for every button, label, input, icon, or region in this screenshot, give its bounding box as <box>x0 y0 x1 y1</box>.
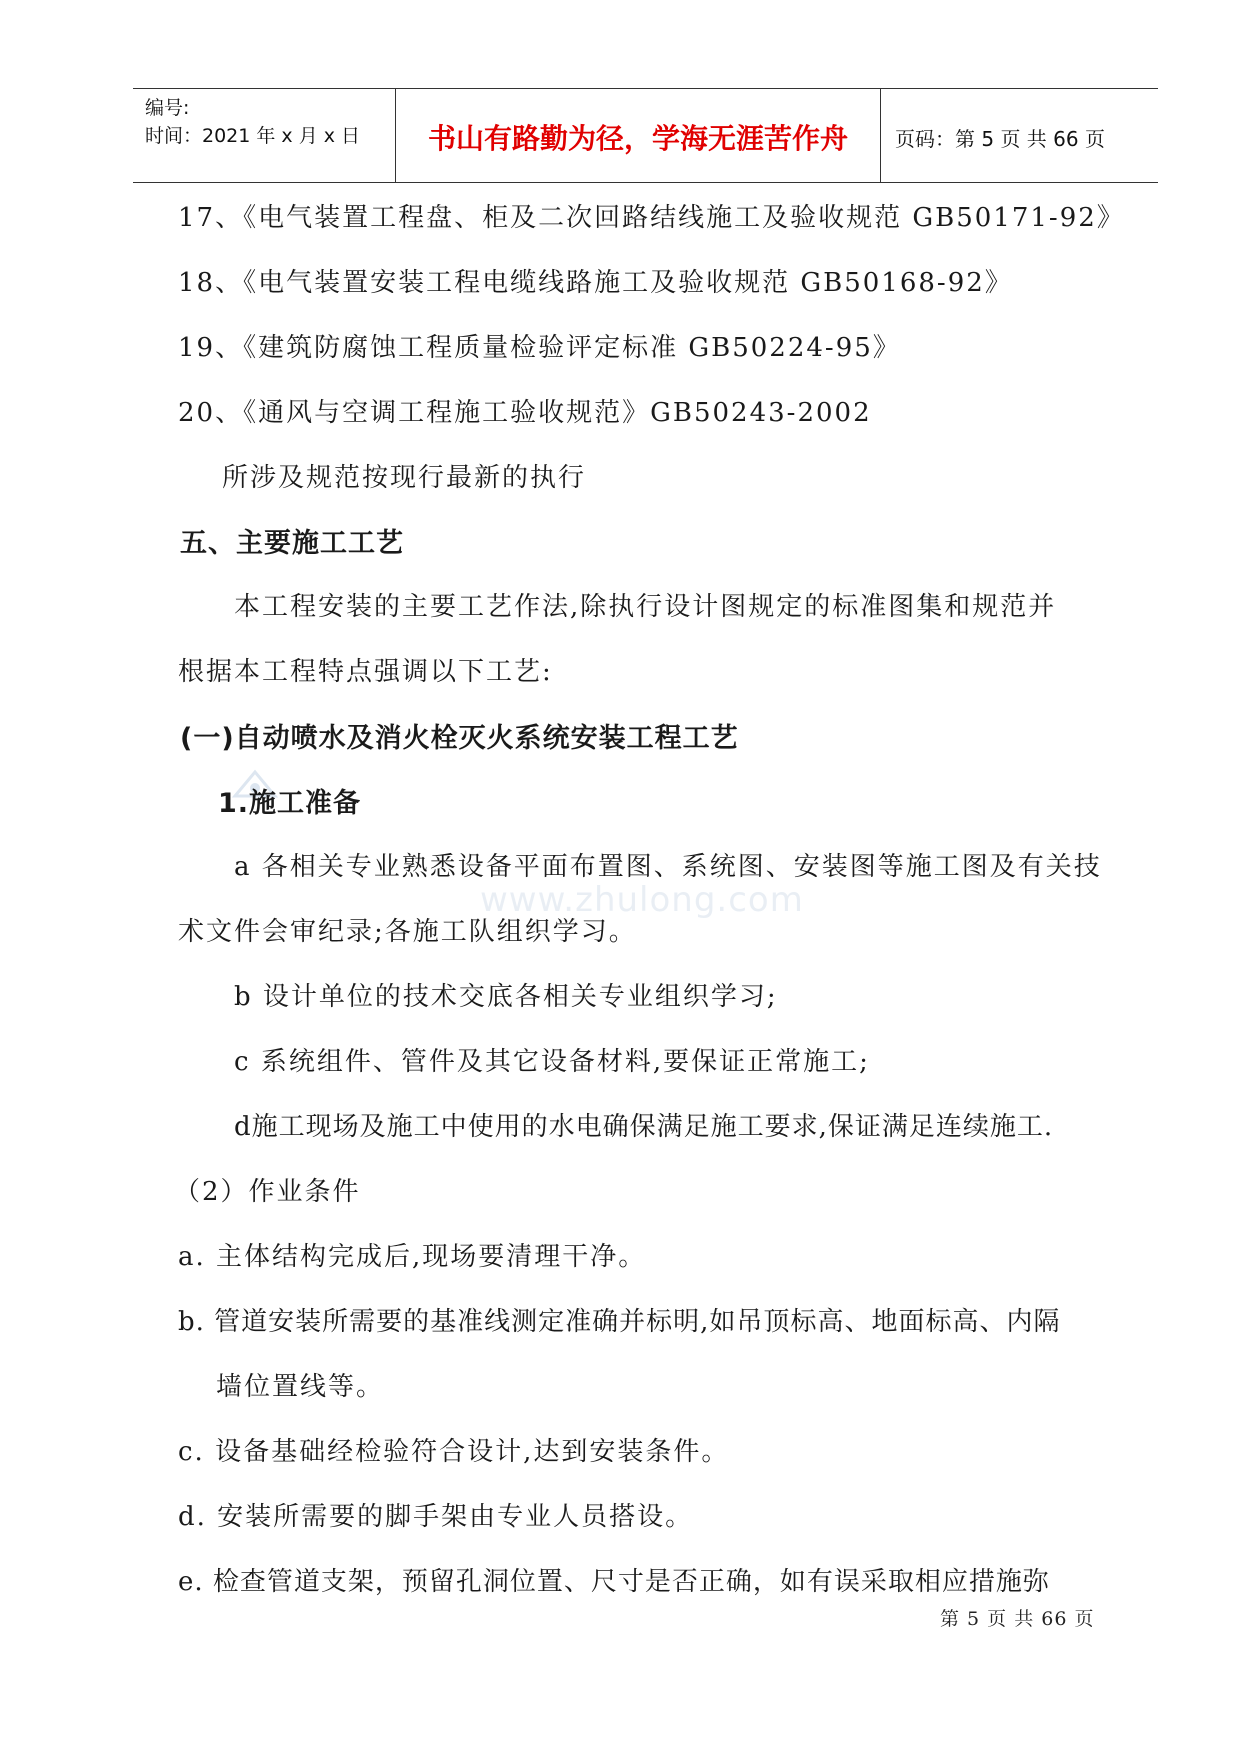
spec-item-17: 17、《电气装置工程盘、柜及二次回路结线施工及验收规范 GB50171-92》 <box>178 203 1125 233</box>
header-meta-cell <box>133 89 395 182</box>
section-heading: 五、主要施工工艺 <box>180 528 404 559</box>
prep-b: b 设计单位的技术交底各相关专业组织学习; <box>234 982 778 1012</box>
page-footer: 第 5 页 共 66 页 <box>940 1608 1095 1630</box>
condition-a: a. 主体结构完成后,现场要清理干净。 <box>178 1242 647 1272</box>
prep-a-line-2: 术文件会审纪录;各施工队组织学习。 <box>178 917 637 947</box>
prep-c: c 系统组件、管件及其它设备材料,要保证正常施工; <box>234 1047 870 1077</box>
spec-note: 所涉及规范按现行最新的执行 <box>222 463 587 493</box>
prep-a-line-1: a 各相关专业熟悉设备平面布置图、系统图、安装图等施工图及有关技 <box>234 852 1102 882</box>
time-label: 时间：2021 年 x 月 x 日 <box>145 125 361 147</box>
item-heading: 1.施工准备 <box>218 788 362 819</box>
header-motto-cell <box>395 89 881 182</box>
condition-d: d. 安装所需要的脚手架由专业人员搭设。 <box>178 1502 694 1532</box>
watermark-text: www.zhulong.com <box>480 880 804 920</box>
intro-paragraph-line-1: 本工程安装的主要工艺作法,除执行设计图规定的标准图集和规范并 <box>234 592 1057 622</box>
subsection-heading: (一)自动喷水及消火栓灭火系统安装工程工艺 <box>180 723 739 754</box>
condition-e: e. 检查管道支架，预留孔洞位置、尺寸是否正确，如有误采取相应措施弥 <box>178 1567 1050 1597</box>
header-page-cell <box>881 89 1158 182</box>
condition-b-line-2: 墙位置线等。 <box>216 1372 385 1402</box>
conditions-heading: （2）作业条件 <box>174 1177 361 1207</box>
spec-item-19: 19、《建筑防腐蚀工程质量检验评定标准 GB50224-95》 <box>178 333 901 363</box>
condition-b-line-1: b. 管道安装所需要的基准线测定准确并标明,如吊顶标高、地面标高、内隔 <box>178 1307 1061 1337</box>
spec-item-20: 20、《通风与空调工程施工验收规范》GB50243-2002 <box>178 398 872 428</box>
document-header <box>133 88 1158 183</box>
intro-paragraph-line-2: 根据本工程特点强调以下工艺: <box>178 657 553 687</box>
motto-text: 书山有路勤为径，学海无涯苦作舟 <box>427 122 848 155</box>
page-label: 页码：第 5 页 共 66 页 <box>895 127 1105 151</box>
spec-item-18: 18、《电气装置安装工程电缆线路施工及验收规范 GB50168-92》 <box>178 268 1013 298</box>
number-label: 编号: <box>145 97 190 119</box>
condition-c: c. 设备基础经检验符合设计,达到安装条件。 <box>178 1437 730 1467</box>
prep-d: d施工现场及施工中使用的水电确保满足施工要求,保证满足连续施工. <box>234 1112 1054 1142</box>
